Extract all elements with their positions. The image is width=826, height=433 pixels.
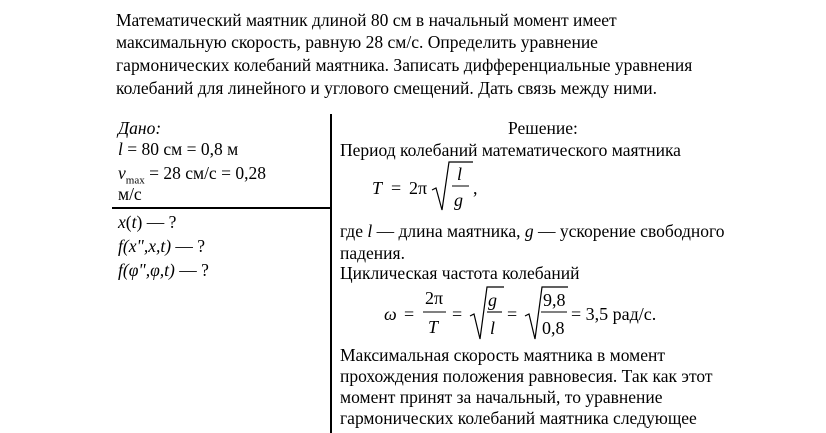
velocity-unit: м/с: [118, 184, 142, 204]
table-vertical-divider: [330, 114, 332, 433]
omega-f2-den: l: [490, 318, 496, 338]
omega-result: = 3,5 рад/с.: [571, 304, 657, 324]
where-line-2: падения.: [340, 243, 405, 263]
velocity-subscript: max: [125, 174, 145, 187]
find-f-linear: [118, 236, 205, 257]
period-tail: ,: [473, 178, 478, 198]
where-line-1: [340, 221, 725, 242]
velocity-value: = 28 см/с = 0,28: [144, 163, 266, 183]
omega-eq3: =: [507, 304, 518, 324]
solution-title: Решение:: [508, 118, 578, 138]
omega-eq1: =: [404, 304, 415, 324]
find-x-suffix: — ?: [142, 212, 177, 232]
given-length: [118, 139, 238, 160]
period-num: l: [457, 164, 463, 184]
period-formula: [370, 160, 500, 218]
problem-line-1: Математический маятник длиной 80 см в начальный момент имеет: [116, 10, 617, 30]
length-value: = 80 см = 0,8 м: [122, 139, 239, 159]
period-lhs: T: [372, 178, 383, 198]
find-x-arg: t: [131, 212, 137, 232]
omega-f1-num: 2π: [425, 288, 444, 308]
omega-sqrt1-sign: [470, 287, 504, 339]
omega-formula: [380, 284, 670, 346]
period-two-pi: 2π: [409, 178, 428, 198]
find-f-angular: [118, 260, 209, 281]
problem-line-2: максимальную скорость, равную 28 см/с. Определить уравнение: [116, 32, 598, 52]
where-pre: где: [340, 221, 368, 241]
find-f1-suffix: — ?: [171, 236, 206, 256]
find-x: x(t) — ?: [118, 212, 177, 232]
cyclic-text: Циклическая частота колебаний: [340, 263, 580, 283]
omega-f3-num: 9,8: [543, 290, 566, 310]
omega-f1-den: T: [428, 317, 439, 337]
period-eq: =: [391, 178, 402, 198]
given-find-divider: [112, 207, 332, 209]
find-f1-func: f: [118, 236, 123, 256]
omega-lhs: ω: [384, 304, 397, 324]
given-velocity: [118, 163, 266, 187]
given-title: Дано:: [118, 118, 162, 138]
where-mid: — длина маятника,: [372, 221, 525, 241]
omega-eq2: =: [452, 304, 463, 324]
para-line-4: гармонических колебаний маятника следующее: [340, 408, 697, 428]
para-line-1: Максимальная скорость маятника в момент: [340, 345, 666, 365]
find-x-func: x: [118, 212, 126, 232]
length-symbol: l: [118, 139, 123, 159]
find-f1-args: (x",x,t): [122, 236, 172, 256]
velocity-symbol: v: [118, 163, 126, 183]
problem-line-3: гармонических колебаний маятника. Записать дифференциальные уравнения: [116, 55, 693, 75]
where-l: l: [367, 221, 373, 241]
where-g: g: [524, 221, 534, 241]
where-post: — ускорение свободного: [533, 221, 725, 241]
period-text: Период колебаний математического маятника: [340, 140, 681, 160]
para-line-3: момент принят за начальный, то уравнение: [340, 387, 663, 407]
find-f2-func: f: [118, 260, 123, 280]
omega-f3-den: 0,8: [542, 318, 565, 338]
period-den: g: [454, 190, 463, 210]
omega-f2-num: g: [488, 290, 497, 310]
find-f2-args: (φ",φ,t): [122, 260, 175, 280]
problem-line-4: колебаний для линейного и углового смещений. Дать связь между ними.: [116, 78, 658, 98]
find-f2-suffix: — ?: [174, 260, 209, 280]
para-line-2: прохождения положения равновесия. Так как этот: [340, 366, 713, 386]
